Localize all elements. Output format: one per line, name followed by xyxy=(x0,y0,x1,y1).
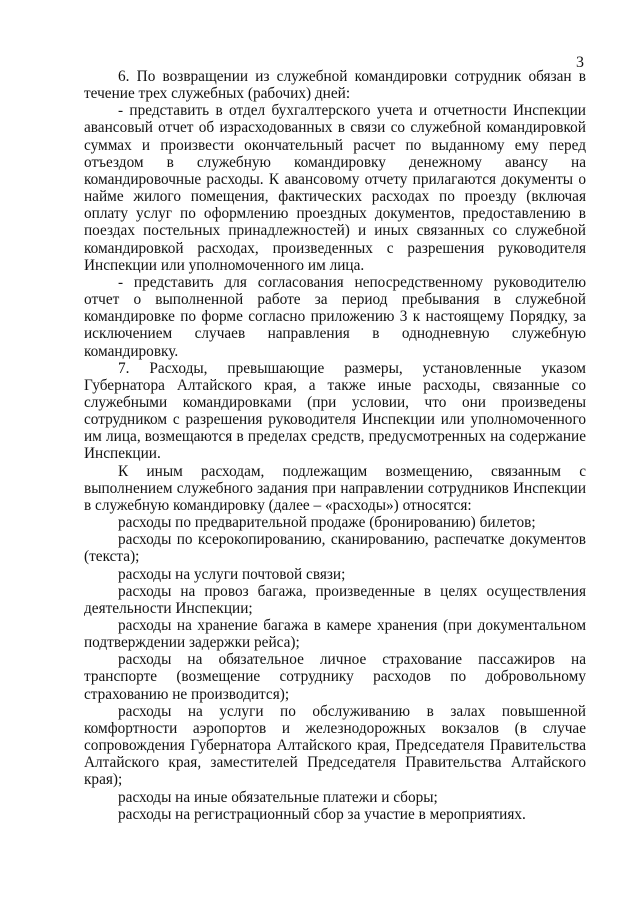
list-item: расходы на хранение багажа в камере хранения (при документальном подтверждении задержки рейса); xyxy=(84,617,586,652)
paragraph-work-report: - представить для согласования непосредственному руководителю отчет о выполненной работе за период пребывания в служебной командировке по форме согласно приложению 3 к настоящему Порядку, за исключением случаев направления в однодневную служебную командировку. xyxy=(84,273,586,360)
paragraph-other-expenses: К иным расходам, подлежащим возмещению, связанным с выполнением служебного задания при направлении сотрудников Инспекции в служебную командировку (далее – «расходы») относятся: xyxy=(84,462,586,514)
list-item: расходы на услуги по обслуживанию в залах повышенной комфортности аэропортов и железнодорожных вокзалов (в случае сопровождения Губернатора Алтайского края, Председателя Правительства Алтайского края, заместителей Председателя Правительства Алтайского края); xyxy=(84,702,586,789)
list-item: расходы на иные обязательные платежи и сборы; xyxy=(118,788,438,806)
list-item: расходы на провоз багажа, произведенные в целях осуществления деятельности Инспекции; xyxy=(84,582,586,617)
page-number: 3 xyxy=(576,54,584,71)
list-item: расходы на регистрационный сбор за участие в мероприятиях. xyxy=(118,805,526,823)
list-item: расходы на услуги почтовой связи; xyxy=(118,565,346,583)
list-item: расходы на обязательное личное страхование пассажиров на транспорте (возмещение сотруднику расходов по добровольному страхованию не производится); xyxy=(84,651,586,703)
paragraph-advance-report: - представить в отдел бухгалтерского учета и отчетности Инспекции авансовый отчет об израсходованных в связи со служебной командировкой суммах и произвести окончательный расчет по выданному ему перед отъездом в служебную командировку денежному авансу на командировочные расходы. К авансовому отчету прилагаются документы о найме жилого помещения, фактических расходах по проезду (включая оплату услуг по оформлению проездных документов, предоставлению в поездах постельных принадлежностей) и иных связанных со служебной командировкой расходах, произведенных с разрешения руководителя Инспекции или уполномоченного им лица. xyxy=(84,102,586,274)
list-item: расходы по ксерокопированию, сканированию, распечатке документов (текста); xyxy=(84,531,586,566)
paragraph-item-6: 6. По возвращении из служебной командировки сотрудник обязан в течение трех служебных (рабочих) дней: xyxy=(84,68,586,103)
document-body xyxy=(84,68,586,823)
paragraph-item-7: 7. Расходы, превышающие размеры, установленные указом Губернатора Алтайского края, а также иные расходы, связанные со служебными командировками (при условии, что они произведены сотрудником с разрешения руководителя Инспекции или уполномоченного им лица, возмещаются в пределах средств, предусмотренных на содержание Инспекции. xyxy=(84,359,586,463)
list-item: расходы по предварительной продаже (бронированию) билетов; xyxy=(118,514,536,532)
